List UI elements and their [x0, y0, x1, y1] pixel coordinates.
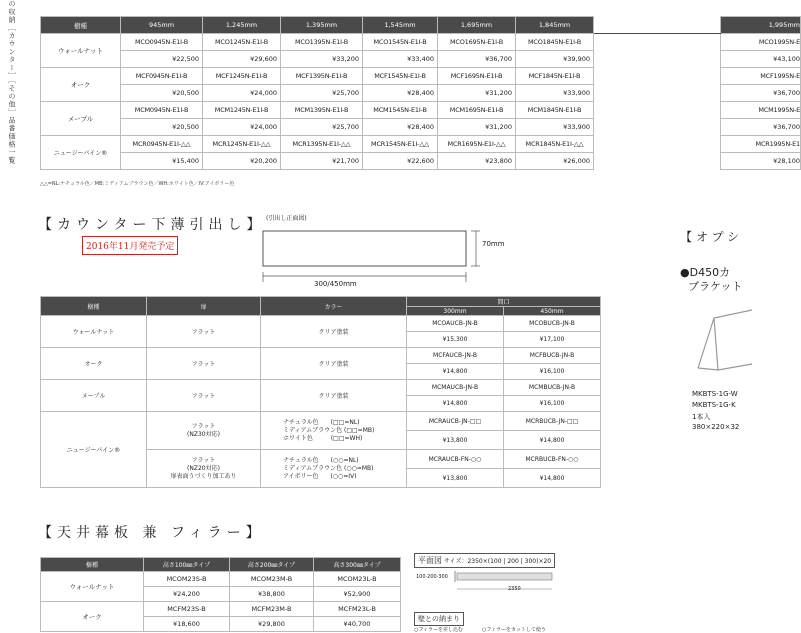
price: ¥20,500 — [121, 119, 203, 136]
product-code: MCO1845N-E1I-B — [516, 34, 594, 51]
side-caption: の収納［カウンター］［その他］品番価格一覧 — [8, 0, 16, 165]
product-code: MCO1395N-E1I-B — [281, 34, 363, 51]
color-cell: クリア塗装 — [261, 316, 407, 348]
product-code: MCM1545N-E1I-B — [363, 102, 438, 119]
col-1245: 1,245mm — [203, 17, 281, 34]
col-300: 高さ300㎜タイプ — [314, 558, 401, 572]
product-code-300: MCRAUCB-FN-○○ — [407, 450, 504, 469]
door-cell: フラット — [147, 316, 261, 348]
bracket-illustration — [694, 306, 752, 376]
species-cell: メープル — [41, 380, 147, 412]
species-cell: メープル — [41, 102, 121, 136]
ceiling-title: 【天井幕板 兼 フィラー】 — [38, 525, 265, 541]
price: ¥28,100 — [721, 153, 801, 170]
diagram-caption: (引出し正面図) — [266, 215, 307, 222]
price: ¥40,700 — [314, 617, 401, 632]
product-code: MCR1995N-E1 — [721, 136, 801, 153]
price: ¥52,900 — [314, 587, 401, 602]
species-cell: オーク — [41, 602, 144, 632]
color-note: △△=NL:ナチュラル色／MB:ミディアムブラウン色／WH:ホワイト色／IV:アイボリー色 — [40, 181, 235, 187]
price-300: ¥14,800 — [407, 364, 504, 380]
drawer-price-table — [40, 296, 601, 488]
col-species: 樹種 — [41, 17, 121, 34]
product-code: MCF1395N-E1I-B — [281, 68, 363, 85]
table-row — [41, 602, 401, 617]
ceiling-price-table — [40, 557, 401, 632]
product-code-300: MCFAUCB-JN-B — [407, 348, 504, 364]
door-line: 扉表面うづくり加工あり — [170, 472, 237, 480]
product-code: MCR0945N-E1I-△△ — [121, 136, 203, 153]
plan-dim-width: 2350 — [508, 586, 521, 592]
color-line: ミディアムブラウン色 (○○=MB) — [283, 464, 374, 472]
table-row — [41, 119, 801, 136]
table-row — [41, 102, 801, 119]
species-cell: ニュージーパイン® — [41, 136, 121, 170]
product-code: MCOM23S-B — [144, 572, 230, 587]
price: ¥24,000 — [203, 85, 281, 102]
product-code-300: MCOAUCB-JN-B — [407, 316, 504, 332]
product-code: MCFM23L-B — [314, 602, 401, 617]
price-300: ¥14,800 — [407, 396, 504, 412]
col-1995: 1,995mm — [721, 17, 801, 34]
option-size: 380×220×32 — [692, 423, 740, 431]
product-code: MCR1395N-E1I-△△ — [281, 136, 363, 153]
drawer-title: 【カウンター下薄引出し】 — [38, 217, 266, 233]
product-code: MCF1545N-E1I-B — [363, 68, 438, 85]
price: ¥25,700 — [281, 119, 363, 136]
color-line: ホワイト色 (□□=WH) — [283, 434, 363, 442]
price: ¥36,700 — [721, 85, 801, 102]
drawer-front — [263, 231, 466, 266]
table-row — [41, 51, 801, 68]
price: ¥33,900 — [516, 119, 594, 136]
col-300mm: 300mm — [407, 307, 504, 316]
wall-fit-title: 壁との納まり — [414, 612, 464, 626]
price: ¥23,800 — [438, 153, 516, 170]
product-code: MCF1845N-E1I-B — [516, 68, 594, 85]
product-code: MCF1995N-E — [721, 68, 801, 85]
table-row — [41, 85, 801, 102]
plan-size: サイズ：2350×(100 | 200 | 300)×20 — [443, 558, 552, 565]
product-code: MCM1845N-E1I-B — [516, 102, 594, 119]
price: ¥33,400 — [363, 51, 438, 68]
table-row — [41, 68, 801, 85]
price-450: ¥16,100 — [504, 364, 601, 380]
option-item-title: ●D450カ — [680, 266, 731, 279]
col-450mm: 450mm — [504, 307, 601, 316]
col-1545: 1,545mm — [363, 17, 438, 34]
col-1395: 1,395mm — [281, 17, 363, 34]
color-cell — [261, 450, 407, 488]
price-300: ¥13,800 — [407, 469, 504, 488]
col-100: 高さ100㎜タイプ — [144, 558, 230, 572]
option-code-2: MKBTS-1G-K — [692, 401, 736, 409]
col-species: 樹種 — [41, 297, 147, 316]
door-line: (NZ20対応) — [187, 464, 220, 472]
table-row — [41, 316, 601, 332]
price: ¥43,100 — [721, 51, 801, 68]
price: ¥15,400 — [121, 153, 203, 170]
species-cell: ウォールナット — [41, 316, 147, 348]
price: ¥28,400 — [363, 119, 438, 136]
price: ¥22,500 — [121, 51, 203, 68]
product-code: MCM1395N-E1I-B — [281, 102, 363, 119]
price: ¥22,600 — [363, 153, 438, 170]
color-line: アイボリー色 (○○=IV) — [283, 472, 357, 480]
table-row — [41, 136, 801, 153]
col-species: 樹種 — [41, 558, 144, 572]
price: ¥31,200 — [438, 119, 516, 136]
price: ¥26,000 — [516, 153, 594, 170]
table-row — [41, 380, 601, 396]
price-300: ¥15,300 — [407, 332, 504, 348]
product-code: MCM1245N-E1I-B — [203, 102, 281, 119]
color-cell — [261, 412, 407, 450]
product-code: MCF1245N-E1I-B — [203, 68, 281, 85]
color-cell: クリア塗装 — [261, 348, 407, 380]
species-cell: ウォールナット — [41, 34, 121, 68]
product-code: MCFM23M-B — [230, 602, 314, 617]
product-code: MCM1995N-E — [721, 102, 801, 119]
price: ¥25,700 — [281, 85, 363, 102]
col-1695: 1,695mm — [438, 17, 516, 34]
product-code: MCO1245N-E1I-B — [203, 34, 281, 51]
product-code: MCF0945N-E1I-B — [121, 68, 203, 85]
species-cell: オーク — [41, 68, 121, 102]
table-row — [41, 572, 401, 587]
price: ¥33,900 — [516, 85, 594, 102]
plan-diagram — [455, 570, 555, 594]
product-code: MCF1695N-E1I-B — [438, 68, 516, 85]
col-200: 高さ200㎜タイプ — [230, 558, 314, 572]
col-door: 扉 — [147, 297, 261, 316]
product-code-450: MCRBUCB-FN-○○ — [504, 450, 601, 469]
price-450: ¥14,800 — [504, 469, 601, 488]
product-code: MCO1545N-E1I-B — [363, 34, 438, 51]
product-code: MCM0945N-E1I-B — [121, 102, 203, 119]
species-cell: オーク — [41, 348, 147, 380]
price: ¥18,600 — [144, 617, 230, 632]
height-dimension: 70mm — [482, 240, 505, 248]
main-table-header — [41, 17, 801, 34]
price-450: ¥16,100 — [504, 396, 601, 412]
product-code: MCR1695N-E1I-△△ — [438, 136, 516, 153]
price: ¥36,700 — [721, 119, 801, 136]
product-code: MCOM23L-B — [314, 572, 401, 587]
door-cell: フラット — [147, 380, 261, 412]
option-code-1: MKBTS-1G-W — [692, 390, 738, 398]
price-300: ¥13,800 — [407, 431, 504, 450]
table-row — [41, 34, 801, 51]
col-1845: 1,845mm — [516, 17, 594, 34]
table-row — [41, 153, 801, 170]
price: ¥28,400 — [363, 85, 438, 102]
option-quantity: 1本入 — [692, 413, 711, 421]
species-cell: ニュージーパイン® — [41, 412, 147, 488]
price-450: ¥17,100 — [504, 332, 601, 348]
price: ¥39,900 — [516, 51, 594, 68]
price: ¥24,000 — [203, 119, 281, 136]
drawer-front-diagram — [258, 224, 528, 282]
price: ¥33,200 — [281, 51, 363, 68]
product-code: MCFM23S-B — [144, 602, 230, 617]
door-line: フラット — [191, 456, 216, 464]
product-code-450: MCOBUCB-JN-B — [504, 316, 601, 332]
door-cell — [147, 450, 261, 488]
product-code: MCM1695N-E1I-B — [438, 102, 516, 119]
price: ¥20,500 — [121, 85, 203, 102]
price-450: ¥14,800 — [504, 431, 601, 450]
col-945: 945mm — [121, 17, 203, 34]
product-code: MCR1845N-E1I-△△ — [516, 136, 594, 153]
price: ¥21,700 — [281, 153, 363, 170]
product-code-300: MCMAUCB-JN-B — [407, 380, 504, 396]
plan-view-title — [414, 553, 555, 568]
wall-option-2: ○フィラーをカットして使う — [482, 627, 546, 633]
price: ¥36,700 — [438, 51, 516, 68]
product-code: MCOM23M-B — [230, 572, 314, 587]
main-price-table — [40, 16, 801, 170]
release-badge: 2016年11月発売予定 — [82, 236, 178, 255]
price: ¥29,600 — [203, 51, 281, 68]
option-item-subtitle: ブラケット — [688, 280, 743, 293]
price: ¥24,200 — [144, 587, 230, 602]
plan-dim-side: 100·200·300 — [416, 574, 448, 580]
price: ¥38,800 — [230, 587, 314, 602]
plan-title: 平面図 — [418, 556, 442, 565]
product-code: MCO1995N-E — [721, 34, 801, 51]
product-code-450: MCRBUCB-JN-□□ — [504, 412, 601, 431]
product-code: MCR1245N-E1I-△△ — [203, 136, 281, 153]
table-row — [41, 348, 601, 364]
product-code: MCO1695N-E1I-B — [438, 34, 516, 51]
product-code-300: MCRAUCB-JN-□□ — [407, 412, 504, 431]
color-line: ナチュラル色 (○○=NL) — [283, 456, 359, 464]
price: ¥20,200 — [203, 153, 281, 170]
option-title: 【オプシ — [680, 230, 744, 244]
color-line: ミディアムブラウン色 (□□=MB) — [283, 426, 375, 434]
door-line: (NZ30対応) — [187, 430, 220, 438]
species-cell: ウォールナット — [41, 572, 144, 602]
table-row — [41, 412, 601, 431]
product-code: MCR1545N-E1I-△△ — [363, 136, 438, 153]
price: ¥31,200 — [438, 85, 516, 102]
product-code-450: MCFBUCB-JN-B — [504, 348, 601, 364]
color-line: ナチュラル色 (□□=NL) — [283, 418, 360, 426]
product-code-450: MCMBUCB-JN-B — [504, 380, 601, 396]
door-cell — [147, 412, 261, 450]
wall-option-1: ○フィラーを差し込む — [414, 627, 463, 633]
door-cell: フラット — [147, 348, 261, 380]
door-line: フラット — [191, 422, 216, 430]
col-opening: 間口 — [407, 297, 601, 307]
price: ¥29,800 — [230, 617, 314, 632]
filler-board — [457, 573, 552, 580]
product-code: MCO0945N-E1I-B — [121, 34, 203, 51]
width-dimension: 300/450mm — [314, 280, 357, 288]
col-color: カラー — [261, 297, 407, 316]
color-cell: クリア塗装 — [261, 380, 407, 412]
